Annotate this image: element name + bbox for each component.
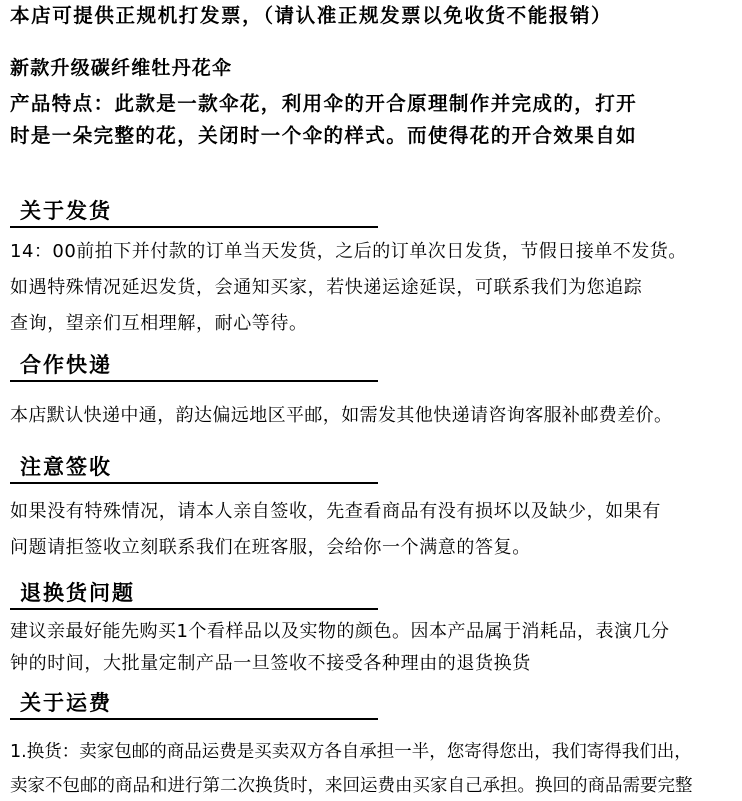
returns-line-1: 建议亲最好能先购买1个看样品以及实物的颜色。因本产品属于消耗品，表演几分 bbox=[10, 621, 670, 642]
section-heading-freight: 关于运费 bbox=[10, 688, 378, 720]
freight-line-1: 1.换货：卖家包邮的商品运费是买卖双方各自承担一半，您寄得您出，我们寄得我们出， bbox=[10, 742, 692, 762]
product-feature-line-1: 产品特点：此款是一款伞花，利用伞的开合原理制作并完成的，打开 bbox=[10, 92, 638, 115]
product-name: 新款升级碳纤维牡丹花伞 bbox=[10, 57, 233, 79]
section-heading-signing: 注意签收 bbox=[10, 452, 378, 484]
invoice-notice: 本店可提供正规机打发票，（请认准正规发票以免收货不能报销） bbox=[10, 4, 613, 27]
section-heading-shipping: 关于发货 bbox=[10, 196, 378, 228]
courier-line-1: 本店默认快递中通，韵达偏远地区平邮，如需发其他快递请咨询客服补邮费差价。 bbox=[10, 405, 673, 426]
freight-line-2: 卖家不包邮的商品和进行第二次换货时，来回运费由买家自己承担。换回的商品需要完整 bbox=[10, 776, 693, 796]
shipping-line-1: 14：00前拍下并付款的订单当天发货，之后的订单次日发货，节假日接单不发货。 bbox=[10, 241, 687, 262]
signing-line-1: 如果没有特殊情况，请本人亲自签收，先查看商品有没有损坏以及缺少，如果有 bbox=[10, 501, 661, 522]
section-heading-courier: 合作快递 bbox=[10, 350, 378, 382]
shipping-line-3: 查询，望亲们互相理解，耐心等待。 bbox=[10, 313, 308, 334]
product-feature-line-2: 时是一朵完整的花，关闭时一个伞的样式。而使得花的开合效果自如 bbox=[10, 124, 638, 147]
signing-line-2: 问题请拒签收立刻联系我们在班客服，会给你一个满意的答复。 bbox=[10, 537, 531, 558]
section-heading-returns: 退换货问题 bbox=[10, 578, 378, 610]
returns-line-2: 钟的时间，大批量定制产品一旦签收不接受各种理由的退货换货 bbox=[10, 653, 531, 674]
shipping-line-2: 如遇特殊情况延迟发货，会通知买家，若快递运途延误，可联系我们为您追踪 bbox=[10, 277, 643, 298]
